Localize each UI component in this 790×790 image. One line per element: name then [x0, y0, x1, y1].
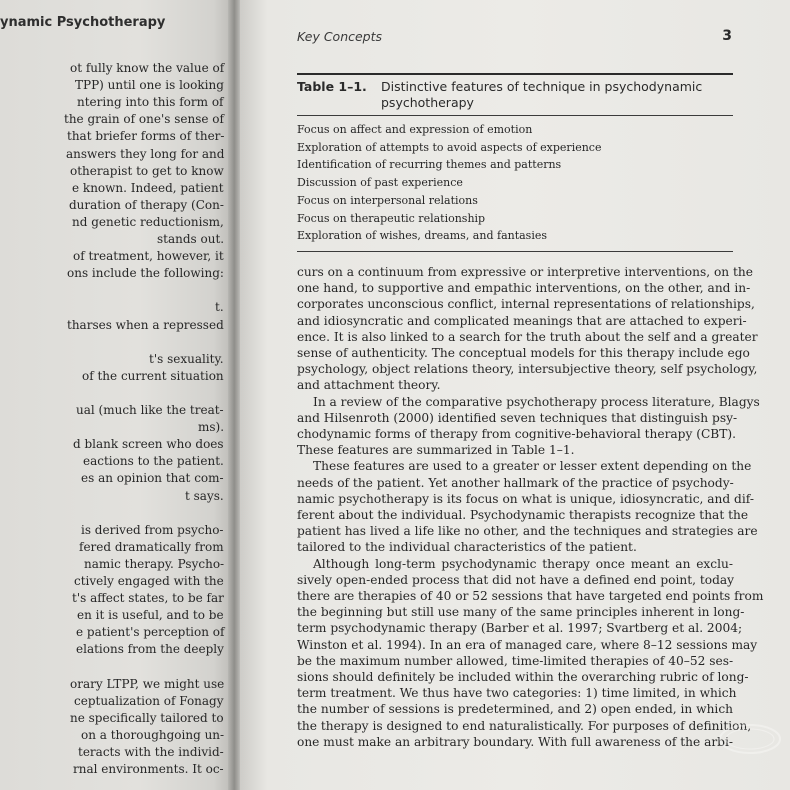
- table-rows: [297, 116, 733, 251]
- table-bottom-rule: [297, 251, 733, 252]
- body-line: the number of sessions is predetermined, and 2) open ended, in which: [297, 702, 733, 717]
- left-page-line: stands out.: [157, 232, 225, 246]
- body-line: ence. It is also linked to a search for the truth about the self and a greater: [297, 329, 758, 344]
- body-line: psychology, object relations theory, intersubjective theory, self psychology,: [297, 362, 758, 377]
- left-page-line: elations from the deeply: [76, 642, 224, 657]
- body-line: curs on a continuum from expressive or interpretive interventions, on the: [297, 265, 753, 279]
- body-line: Winston et al. 1994). In an era of managed care, where 8–12 sessions may: [297, 637, 758, 652]
- section-title: Key Concepts: [297, 29, 383, 44]
- left-page-line: e patient's perception of: [76, 625, 225, 640]
- body-line: These features are summarized in Table 1–1.: [297, 443, 575, 458]
- left-page-line: ne specifically tailored to: [70, 710, 224, 725]
- left-page-line: ot fully know the value of: [70, 61, 225, 75]
- body-line: sense of authenticity. The conceptual models for this therapy include ego: [297, 346, 750, 361]
- body-line: These features are used to a greater or lesser extent depending on the: [313, 459, 752, 474]
- left-page-line: TPP) until one is looking: [75, 78, 224, 93]
- left-page-line: t says.: [185, 488, 224, 503]
- left-page-line: on a thoroughgoing un-: [81, 727, 225, 742]
- table-row: Focus on interpersonal relations: [297, 193, 478, 207]
- left-page-line: t's affect states, to be far: [72, 591, 224, 606]
- watermark-stamp: [718, 722, 782, 756]
- body-line: and Hilsenroth (2000) identified seven techniques that distinguish psy-: [297, 410, 738, 425]
- left-page-line: ms).: [198, 420, 225, 435]
- left-page-line: fered dramatically from: [79, 539, 224, 554]
- table-row: Exploration of wishes, dreams, and fantasies: [297, 229, 548, 243]
- left-page-line: is derived from psycho-: [81, 522, 224, 537]
- left-page-line: d blank screen who does: [73, 437, 224, 452]
- body-line: ferent about the individual. Psychodynamic therapists recognize that the: [297, 508, 749, 523]
- left-page: [0, 0, 232, 790]
- left-page-line: duration of therapy (Con-: [69, 197, 224, 212]
- left-page-line: the grain of one's sense of: [64, 112, 224, 127]
- body-line: one hand, to supportive and empathic interventions, on the other, and in-: [297, 281, 751, 296]
- body-line: chodynamic forms of therapy from cognitive-behavioral therapy (CBT).: [297, 427, 737, 442]
- body-line: one must make an arbitrary boundary. With full awareness of the arbi-: [297, 734, 733, 749]
- page-number: 3: [722, 28, 732, 44]
- body-line: corporates unconscious conflict, internal representations of relationships,: [297, 297, 755, 312]
- left-page-line: of treatment, however, it: [73, 249, 224, 264]
- left-running-head: ynamic Psychotherapy: [0, 15, 166, 30]
- body-line: Although long-term psychodynamic therapy once meant an exclu-: [313, 556, 733, 571]
- left-page-line: teracts with the individ-: [78, 745, 224, 759]
- body-text: [297, 264, 764, 750]
- body-line: and attachment theory.: [297, 378, 441, 393]
- table-row: Exploration of attempts to avoid aspects of experience: [297, 140, 602, 154]
- table-row: Focus on affect and expression of emotion: [297, 123, 533, 136]
- body-line: term psychodynamic therapy (Barber et al. 1997; Svartberg et al. 2004;: [297, 621, 743, 636]
- table-row: Focus on therapeutic relationship: [297, 211, 486, 225]
- body-line: the beginning but still use many of the same principles inherent in long-: [297, 605, 745, 620]
- left-page-line: ons include the following:: [67, 266, 224, 281]
- left-page-line: ceptualization of Fonagy: [74, 693, 224, 708]
- body-line: patient has lived a life like no other, and the techniques and strategies are: [297, 524, 758, 539]
- right-page: [240, 0, 790, 790]
- left-page-line: es an opinion that com-: [81, 471, 224, 486]
- table-caption: [297, 75, 733, 115]
- table-title: Distinctive features of technique in psychodynamic psychotherapy: [381, 79, 703, 110]
- body-line: namic psychotherapy is its focus on what is unique, idiosyncratic, and dif-: [297, 491, 754, 506]
- left-page-line: e known. Indeed, patient: [72, 180, 224, 195]
- left-page-line: orary LTPP, we might use: [70, 676, 225, 691]
- left-page-line: nd genetic reductionism,: [72, 214, 224, 229]
- table-1-1: [297, 73, 733, 252]
- left-page-line: eactions to the patient.: [83, 454, 224, 469]
- left-page-line: that briefer forms of ther-: [67, 129, 225, 144]
- body-line: needs of the patient. Yet another hallmark of the practice of psychody-: [297, 475, 734, 490]
- body-line: there are therapies of 40 or 52 sessions that have targeted end points from: [297, 589, 764, 604]
- table-label: Table 1–1.: [297, 79, 367, 94]
- body-line: sively open-ended process that did not have a defined end point, today: [297, 572, 735, 587]
- left-page-line: rnal environments. It oc-: [73, 762, 224, 777]
- table-row: Discussion of past experience: [297, 176, 463, 190]
- body-line: sions should definitely be included within the overarching rubric of long-: [297, 670, 749, 685]
- table-row: Identification of recurring themes and patterns: [297, 158, 562, 172]
- body-line: be the maximum number allowed, time-limited therapies of 40–52 ses-: [297, 653, 734, 668]
- body-line: In a review of the comparative psychotherapy process literature, Blagys: [313, 394, 760, 409]
- left-page-line: tharses when a repressed: [67, 317, 224, 332]
- body-line: term treatment. We thus have two categories: 1) time limited, in which: [297, 686, 737, 701]
- left-page-line: t.: [215, 300, 224, 315]
- left-page-line: ual (much like the treat-: [76, 403, 224, 417]
- left-page-line: t's sexuality.: [149, 351, 224, 366]
- left-page-line: en it is useful, and to be: [77, 608, 224, 623]
- left-page-line: answers they long for and: [66, 146, 225, 161]
- body-line: and idiosyncratic and complicated meanings that are attached to experi-: [297, 313, 747, 328]
- left-page-line: namic therapy. Psycho-: [84, 556, 225, 571]
- left-page-line: otherapist to get to know: [70, 163, 224, 178]
- body-line: the therapy is designed to end naturalistically. For purposes of definition,: [297, 718, 752, 733]
- left-page-line: ctively engaged with the: [74, 574, 224, 588]
- left-page-line: ntering into this form of: [77, 95, 224, 110]
- left-page-line: of the current situation: [82, 368, 224, 383]
- body-line: tailored to the individual characteristics of the patient.: [297, 540, 637, 555]
